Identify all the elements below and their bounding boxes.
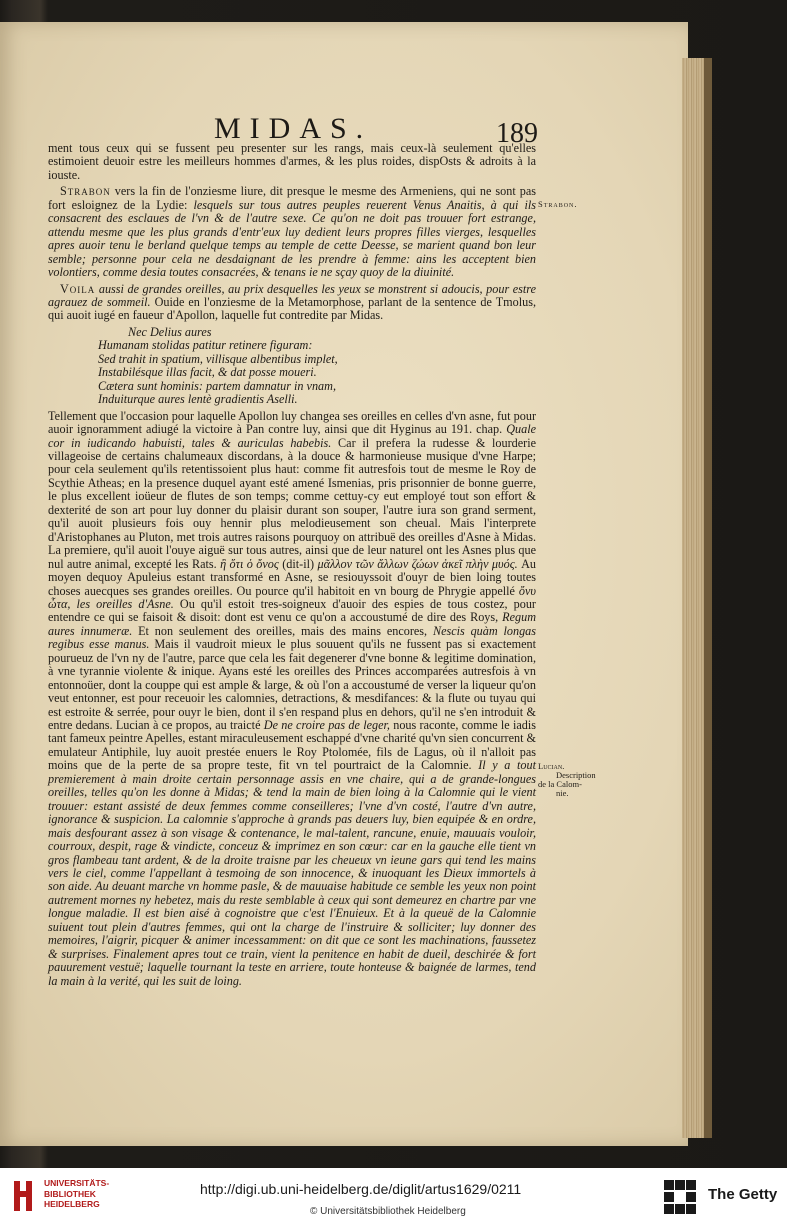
margin-note-line: Lucian. — [538, 761, 565, 771]
margin-note-line: nie. — [556, 788, 569, 798]
italic-run: De ne croire pas de leger, — [263, 718, 390, 733]
viewer-footer — [0, 1168, 787, 1226]
institution-name — [44, 1178, 109, 1210]
text-run: Et non seulement des oreilles, mais des mains encores, — [132, 623, 433, 638]
page-edges-shadow — [704, 58, 712, 1138]
institution-line: HEIDELBERG — [44, 1199, 100, 1209]
margin-note-strabon: Strabon. — [538, 199, 578, 209]
partner-name: The Getty — [708, 1186, 778, 1203]
italic-run: Regum aures innumeræ. — [48, 610, 536, 638]
paragraph — [48, 410, 536, 988]
author-name: Voila — [60, 281, 96, 296]
paragraph — [48, 283, 536, 323]
verse-line: Nec Delius aures — [128, 324, 212, 339]
paragraph — [48, 142, 536, 182]
text-run: Au moyen dequoy Apuleius estant transformé en Asne, se resiouyssoit d'ouyr de bien loing toutes choses auecques ses grandes oreilles. Ou pource qu'il habitoit en vn bourg de Phrygie appellé — [48, 556, 537, 598]
text-run: Tellement que l'occasion pour laquelle Apollon luy changea ses oreilles en celles d'vn asne, fut pour auoir ignoramment adiugé la victoire à Pan contre luy, ainsi que dit Hyginus au 191. chap. — [48, 408, 536, 437]
margin-note-line: de la Calom- — [538, 779, 582, 789]
author-name: Strabon — [60, 184, 111, 199]
text-run: Car il prefera la rudesse & lourderie villageoise de certains chalumeaux discordans, à la douce & harmonieuse musique d'vne Harpe; pour cela seulement qu'ils retentissoient plus haut: comme fit autresfois tout de mesme le Roy de Scythie Atheas; en la presence duquel ayant esté amené Ismenias, pris prisonnier de bonne guerre, le plus excellent ioüeur de flutes de son temps; comme cettuy-cy eut employé tout son effort & dexterité de son art pour luy donner du plaisir durant son souper, l'autre iura son grand serment, qu'il auoit plusieurs fois ouy hennir plus melodieusement son cheual. Mais l'interprete d'Aristophanes au Pluton, met trois autres raisons pourquoy on attribuë des oreilles d'Asne à Midas. La premiere, qu'il auoit l'ouye aiguë sur tous autres, ainsi que de leur naturel ont les Asnes plus que nul autre animal, excepté les Rats. — [48, 435, 537, 571]
italic-run: les oreilles d'Asne. — [70, 596, 174, 611]
copyright-notice: © Universitätsbibliothek Heidelberg — [310, 1206, 466, 1217]
italic-run: Il y a tout premierement à main droite certain personnage assis en vne chaire, qui a de grande-longues oreilles, telles qu'on les donne à Midas; & tend la main de bien loing à la Calomnie qui le vient trouuer: estant assisté de deux femmes comme conseilleres; l'vne d'vn costé, l'autre d'vn autre, ignorance & suspicion. La calomnie s'approche à grands pas deuers luy, bien equipée & en ordre, mais desfourant assez à son visage & contenance, le mal-talent, rancune, enuie, mauuais vouloir, courroux, despit, rage & vindicte, conceuz & imprimez en son cœur: car en la gauche elle tient vn gros flambeau tant ardent, & de la droite traisne par les cheueux vn ieune gars qui tend les mains vers le ciel, comme l'appellant à tesmoing de son innocence, & inuoquant les Dieux immortels à son aide. Au deuant marche vn homme pasle, & de mauuaise habitude ce semble les yeux non point autrement mornes ny hebetez, mais du reste semblable à ceux qui sont demeurez en chartre par vne longue maladie. Il est bien aisé à cognoistre que c'est l'Enuieux. Et à la queuë de la Calomnie suiuent tout plein d'autres femmes, qui ont la charge de l'instruire & solliciter; luy donner des memoires, l'aigrir, picquer & animer incessamment: on dit que ce sont les machinations, faussetez & surprises. Finalement apres tout ce train, vient la penitence en habit de dueil, deschirée & fort pauurement vestuë; laquelle tournant la teste en arriere, toute honteuse & baignée de larmes, tend la main à la verité, qui les suit de loing. — [48, 758, 536, 988]
italic-run: Quale cor in iudicando habuisti, tales & auriculas habebis. — [48, 422, 536, 450]
page-edges — [682, 58, 704, 1138]
text-run: ment tous ceux qui se fussent peu presenter sur les rangs, mais ceux-là seulement qu'elles estimoient deuoir estre les meilleurs hommes d'armes, & les plus roides, dispOsts & adroits à la iouste. — [48, 141, 536, 182]
italic-run: Nescis quàm longas regibus esse manus. — [48, 623, 537, 652]
university-seal-icon — [8, 1177, 38, 1215]
verse-line: Instabilésque illas facit, & dat posse moueri. — [98, 365, 317, 380]
paragraph — [48, 185, 536, 279]
text-run: Ouide en l'onziesme de la Metamorphose, parlant de la sentence de Tmolus, qui auoit iugé en faueur d'Apollon, laquelle fut contredite par Midas. — [48, 294, 536, 323]
greek-run: ὄνυ ὦτα, — [48, 583, 536, 611]
getty-logo-icon — [662, 1178, 698, 1216]
margin-note-lucian — [538, 762, 596, 798]
permalink-url[interactable]: http://digi.ub.uni-heidelberg.de/diglit/artus1629/0211 — [200, 1181, 522, 1197]
running-head: MIDAS. — [214, 112, 373, 145]
institution-line: UNIVERSITÄTS- — [44, 1178, 110, 1188]
text-run: Mais il vaudroit mieux le plus souuent qu'ils ne fussent pas si exactement pourueuz de l'vn ny de l'autre, parce que cela les fait degenerer d'vne bonne & legitime domination, à vne tyrannie violente & inique. Ayans esté les oreilles des Princes accomparées autresfois à vn entonnoüer, dont la couppe qui est ample & large, & où l'on a accoustumé de verser la liqueur qu'on veut entonner, est pour receuoir les calomnies, detractions, & mesdifances: & la flute ou tuyau qui est estroite & serrée, pour ouyr le bien, dont il s'en respand plus en dehors, qu'il ne s'en introduit & entre dedans. Lucian à ce propos, au traicté — [48, 637, 536, 733]
italic-run: aussi de grandes oreilles, au prix desquelles les yeux se monstrent si adoucis, pour estre agrauez de sommeil. — [48, 281, 536, 309]
verse-line: Humanam stolidas patitur retinere figuram: — [98, 338, 313, 353]
italic-run: lesquels sur tous autres peuples reuerent Venus Anaitis, à qui ils consacrent des esclaues de l'vn & de l'autre sexe. Ce qu'on ne doit pas trouuer fort estrange, attendu mesme que les plus grands d'entr'eux luy dedient leurs propres filles vierges, lesquelles apres auoir tenu le berland quelque temps au temple de cette Deesse, se marient quand bon leur semble; personne pour cela ne desdaignant de les prendre à femme: ains les acceptent bien volontiers, comme desia toutes consacrées, & tenans ie ne sçay quoy de la diuinité. — [48, 197, 536, 280]
book-page — [0, 22, 688, 1146]
text-run: vers la fin de l'onziesme liure, dit presque le mesme des Armeniens, qui ne sont pas fort esloignez de la Lydie: — [48, 184, 536, 212]
greek-run: ἢ ὅτι ὁ ὄνος — [220, 556, 279, 571]
verse-line: Induiturque aures lentè gradientis Aselli. — [98, 392, 298, 407]
text-run: Ou qu'il estoit tres-soigneux d'auoir des espies de tous costez, pour entendre ce qui se faisoit & disoit: dont est venu ce qu'on a accoustumé de dire des Roys, — [48, 596, 536, 625]
verse-line: Cætera sunt hominis: partem damnatur in vnam, — [98, 378, 336, 393]
text-run: (dit-il) — [278, 556, 318, 571]
main-text — [48, 142, 536, 991]
verse-line: Sed trahit in spatium, villisque albentibus implet, — [98, 351, 338, 366]
greek-run: μᾶλλον τῶν ἄλλων ζώων ἀκεῖ πλὴν μυός. — [317, 556, 518, 571]
margin-note-line: Description — [556, 770, 596, 780]
verse-quotation — [98, 326, 536, 407]
page-number: 189 — [496, 118, 538, 149]
text-run: nous raconte, comme le iadis tant fameux peintre Apelles, estant miraculeusement eschappé d'vne charité qu'vn sien concurrent & emulateur Antiphile, luy auoit prestée enuers le Roy Ptolomée, fils de Lagus, où il n'alloit pas moins que de la perte de sa propre teste, fit vn tel pourtraict de la Calomnie. — [48, 718, 536, 773]
institution-line: BIBLIOTHEK — [44, 1188, 96, 1199]
